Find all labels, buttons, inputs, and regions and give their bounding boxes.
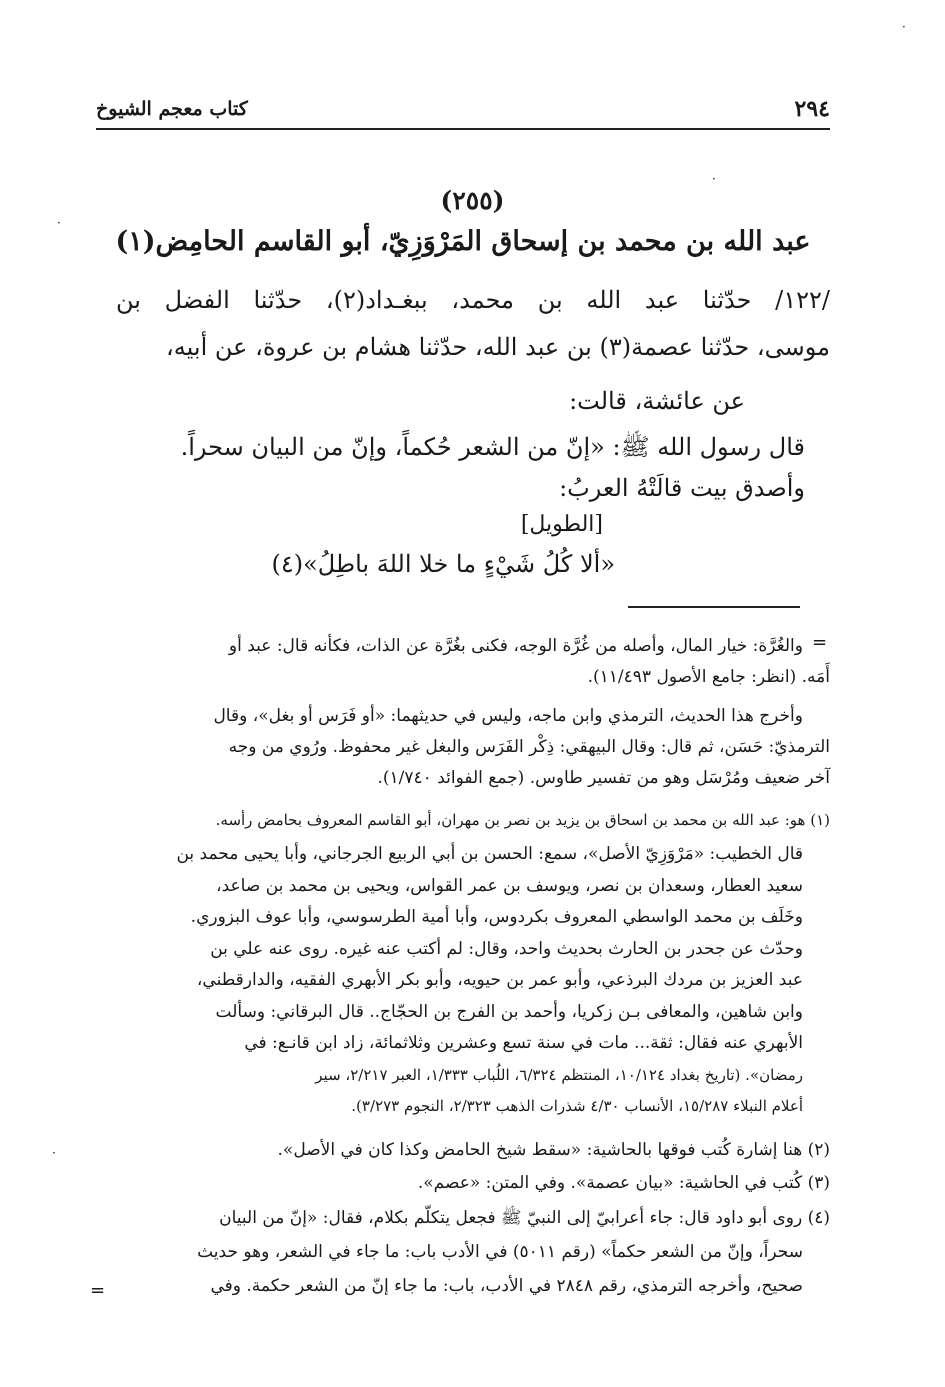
hadith-line: قال رسول الله ﷺ: «إنّ من الشعر حُكماً، وإنّ من البيان سحراً. [180, 433, 805, 461]
footnote-line: أَمَه. (انظر: جامع الأصول ١١/٤٩٣). [587, 667, 830, 687]
hadith-line: /١٢٢/ حدّثنا عبد الله بن محمد، ببغـداد(٢)، حدّثنا الفضل بن [116, 286, 830, 314]
footnote-line: صحيح، وأخرجه الترمذي، رقم ٢٨٤٨ في الأدب، باب: ما جاء إنّ من الشعر حكمة. وفي [210, 1276, 803, 1296]
entry-title: عبد الله بن محمد بن إسحاق المَرْوَزِيّ، أبو القاسم الحامِض(١) [115, 226, 811, 257]
running-header [96, 94, 830, 130]
footnote-separator [628, 606, 800, 608]
footnote-1: (١) هو: عبد الله بن محمد بن اسحاق بن يزيد بن نصر بن مهران، أبو القاسم المعروف بحامض رأسه. [215, 811, 830, 829]
footnote-line: عبد العزيز بن مردك البرذعي، وأبو عمر بن حيويه، وأبو بكر الأبهري الفقيه، والدارقطني، [196, 970, 803, 990]
footnote-4: (٤) روى أبو داود قال: جاء أعرابيّ إلى النبيّ ﷺ فجعل يتكلّم بكلام، فقال: «إنّ من البيان [219, 1208, 830, 1228]
scan-speck: · [52, 1146, 56, 1160]
poetry-verse: «ألا كُلُ شَيْءٍ ما خلا اللهَ باطِلُ»(٤) [271, 550, 615, 578]
continuation-mark-bottom: = [90, 1280, 106, 1301]
entry-number: (٢٥٥) [440, 186, 505, 215]
footnote-line: رمضان». (تاريخ بغداد ١٠/١٢٤، المنتظم ٦/٣٢٤، اللُباب ١/٣٣٣، العبر ٢/٢١٧، سير [315, 1066, 803, 1084]
footnote-3: (٣) كُتب في الحاشية: «بيان عصمة». وفي المتن: «عصم». [417, 1173, 830, 1193]
poetry-meter: [الطويل] [520, 512, 603, 537]
footnote-line: آخر ضعيف ومُرْسَل وهو من تفسير طاوس. (جمع الفوائد ١/٧٤٠). [377, 768, 830, 788]
book-title: كتاب معجم الشيوخ [96, 98, 248, 120]
footnote-line: سحراً، وإنّ من الشعر حكماً» (رقم ٥٠١١) في الأدب باب: ما جاء في الشعر، وهو حديث [197, 1242, 803, 1262]
hadith-line: عن عائشة، قالت: [569, 387, 745, 415]
footnote-line: الأبهري عنه فقال: ثقة... مات في سنة تسع وعشرين وثلاثمائة، زاد ابن قانـع: في [244, 1033, 803, 1053]
footnote-line: أعلام النبلاء ١٥/٢٨٧، الأنساب ٤/٣٠ شذرات الذهب ٢/٣٢٣، النجوم ٣/٢٧٣). [351, 1097, 803, 1115]
footnote-line: وحدّث عن جحدر بن الحارث بحديث واحد، وقال: لم أكتب عنه غيره. روى عنه علي بن [210, 939, 803, 959]
hadith-line: موسى، حدّثنا عصمة(٣) بن عبد الله، حدّثنا هشام بن عروة، عن أبيه، [166, 333, 830, 361]
footnote-line: وخَلَف بن محمد الواسطي المعروف بكردوس، وأبا أمية الطرسوسي، وأبا عوف البزوري. [190, 907, 803, 927]
footnote-2: (٢) هنا إشارة كُتب فوقها بالحاشية: «سقط شيخ الحامض وكذا كان في الأصل». [277, 1140, 830, 1160]
footnote-line: سعيد العطار، وسعدان بن نصر، ويوسف بن عمر القواس، ويحيى بن محمد بن صاعد، [216, 876, 803, 896]
footnote-line: الترمذيّ: حَسَن، ثم قال: وقال البيهقي: ذِكْر الفَرَس والبغل غير محفوظ. ورُوي من وجه [228, 737, 830, 757]
page-number: ٢٩٤ [794, 96, 830, 122]
scan-speck: · [57, 216, 61, 230]
footnote-line: وأخرج هذا الحديث، الترمذي وابن ماجه، وليس في حديثهما: «أو فَرَس أو بغل»، وقال [213, 706, 803, 726]
scan-speck: · [902, 20, 906, 34]
hadith-line: وأصدق بيت قالَتْهُ العربُ: [559, 474, 805, 502]
scan-speck: · [712, 172, 716, 186]
continuation-mark-top: = [812, 632, 828, 653]
footnote-line: والغُرَّة: خيار المال، وأصله من غُرَّة الوجه، فكنى بغُرَّة عن الذات، فكأنه قال: عبد أو [228, 636, 803, 656]
footnote-line: قال الخطيب: «مَرْوَزِيّ الأصل»، سمع: الحسن بن أبي الربيع الجرجاني، وأبا يحيى محمد بن [176, 844, 803, 864]
footnote-line: وابن شاهين، والمعافى بـن زكريا، وأحمد بن الفرج بن الحجّاج.. قال البرقاني: وسألت [215, 1002, 803, 1022]
